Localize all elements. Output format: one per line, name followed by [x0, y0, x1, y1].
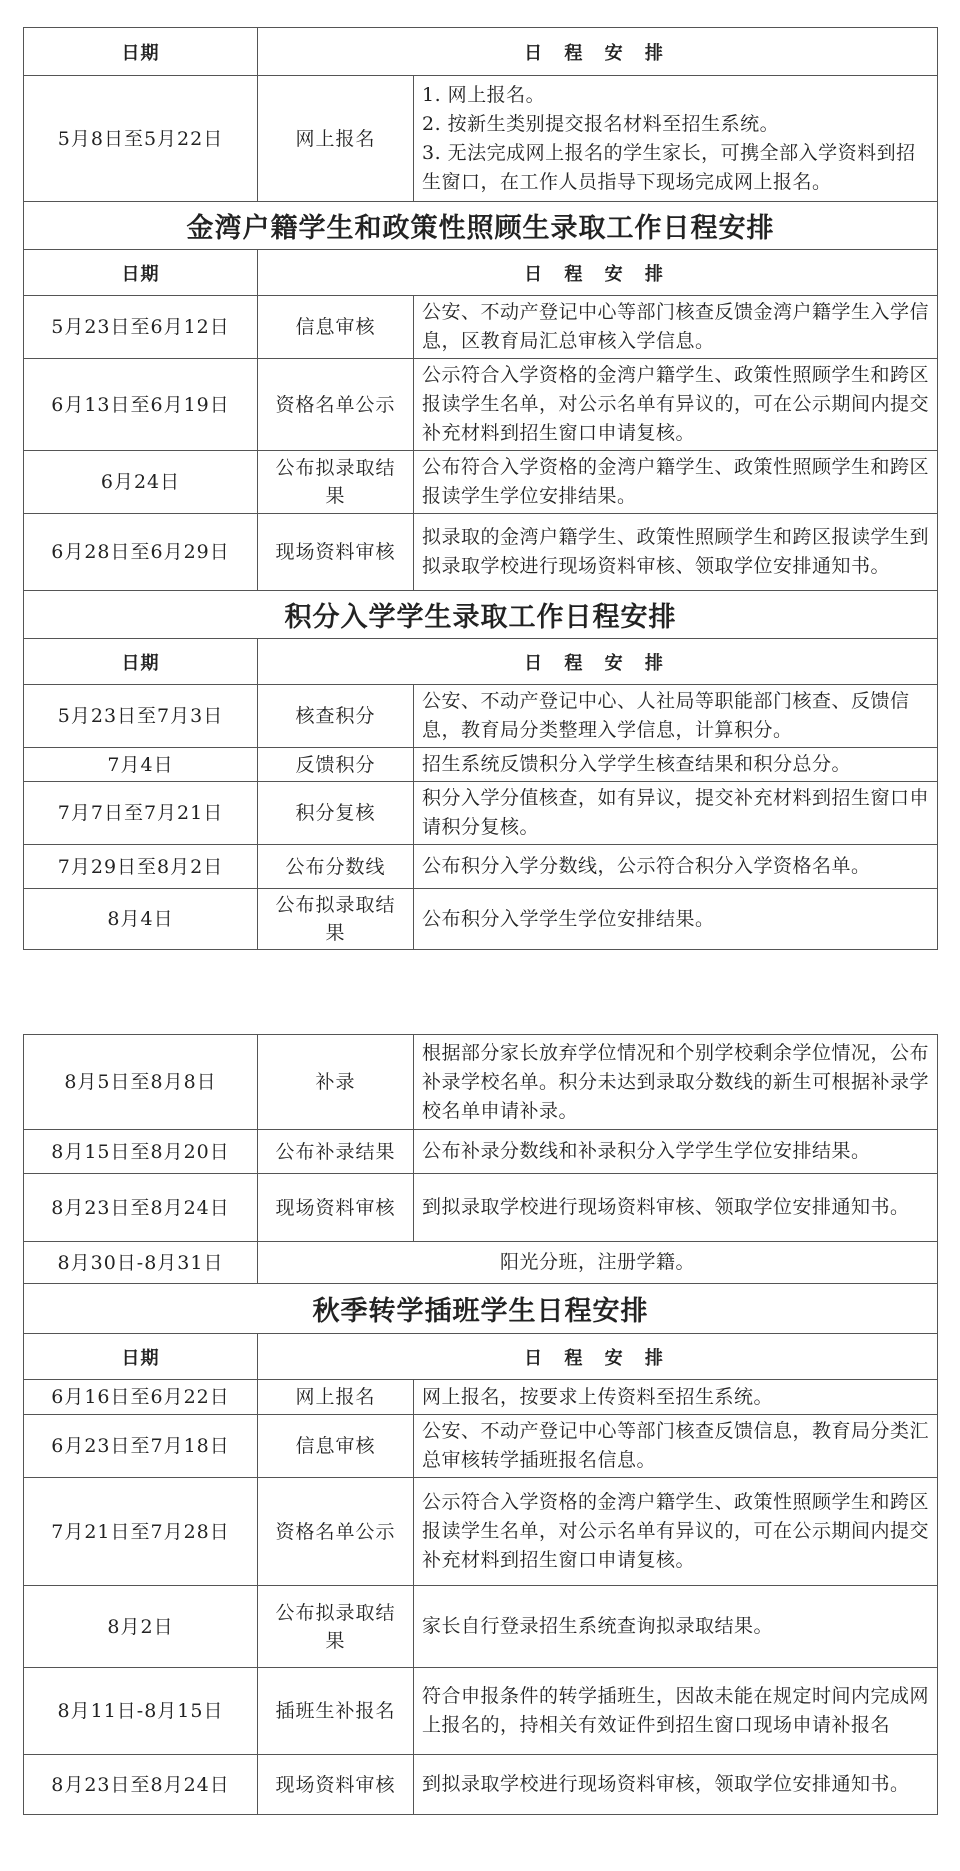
header-schedule: 日 程 安 排	[258, 28, 938, 76]
section-title-jinwan: 金湾户籍学生和政策性照顾生录取工作日程安排	[24, 202, 938, 250]
header-date: 日期	[24, 250, 258, 296]
header-row	[24, 639, 938, 685]
header-schedule: 日 程 安 排	[258, 250, 938, 296]
section-title-points: 积分入学学生录取工作日程安排	[24, 591, 938, 639]
row-desc: 积分入学分值核查，如有异议，提交补充材料到招生窗口申请积分复核。	[414, 782, 938, 845]
row-item: 核查积分	[258, 685, 414, 748]
row-date: 8月5日至8月8日	[24, 1035, 258, 1130]
row-date: 8月30日-8月31日	[24, 1242, 258, 1284]
table-row	[24, 359, 938, 451]
row-date: 7月29日至8月2日	[24, 845, 258, 889]
row-item: 资格名单公示	[258, 1478, 414, 1586]
header-schedule: 日 程 安 排	[258, 639, 938, 685]
row-date: 8月23日至8月24日	[24, 1174, 258, 1242]
row-item: 网上报名	[258, 76, 414, 202]
row-item: 公布拟录取结果	[258, 1586, 414, 1668]
registration-line-1: 1. 网上报名。	[422, 83, 546, 106]
row-date: 7月21日至7月28日	[24, 1478, 258, 1586]
table-row	[24, 296, 938, 359]
row-desc: 公安、不动产登记中心、人社局等职能部门核查、反馈信息，教育局分类整理入学信息，计算积分。	[414, 685, 938, 748]
header-date: 日期	[24, 28, 258, 76]
row-date: 5月8日至5月22日	[24, 76, 258, 202]
header-date: 日期	[24, 1334, 258, 1380]
row-date: 5月23日至7月3日	[24, 685, 258, 748]
row-item: 信息审核	[258, 296, 414, 359]
table-row	[24, 1668, 938, 1755]
header-row	[24, 1334, 938, 1380]
table-row	[24, 1586, 938, 1668]
table-row	[24, 76, 938, 202]
row-item: 现场资料审核	[258, 1174, 414, 1242]
row-desc: 家长自行登录招生系统查询拟录取结果。	[414, 1586, 938, 1668]
row-item: 插班生补报名	[258, 1668, 414, 1755]
row-item: 公布拟录取结果	[258, 451, 414, 514]
row-desc: 公布符合入学资格的金湾户籍学生、政策性照顾学生和跨区报读学生学位安排结果。	[414, 451, 938, 514]
row-date: 6月16日至6月22日	[24, 1380, 258, 1415]
row-date: 6月13日至6月19日	[24, 359, 258, 451]
header-row	[24, 28, 938, 76]
row-desc: 符合申报条件的转学插班生，因故未能在规定时间内完成网上报名的，持相关有效证件到招生窗口现场申请补报名	[414, 1668, 938, 1755]
header-schedule: 日 程 安 排	[258, 1334, 938, 1380]
row-desc	[414, 76, 938, 202]
row-desc: 公示符合入学资格的金湾户籍学生、政策性照顾学生和跨区报读学生名单，对公示名单有异议的，可在公示期间内提交补充材料到招生窗口申请复核。	[414, 359, 938, 451]
table-row	[24, 1035, 938, 1130]
row-item: 网上报名	[258, 1380, 414, 1415]
row-item: 公布分数线	[258, 845, 414, 889]
row-date: 7月4日	[24, 748, 258, 782]
registration-line-2: 2. 按新生类别提交报名材料至招生系统。	[422, 112, 780, 135]
registration-line-3: 3. 无法完成网上报名的学生家长，可携全部入学资料到招生窗口，在工作人员指导下现场完成网上报名。	[422, 141, 916, 193]
row-item: 积分复核	[258, 782, 414, 845]
table-row	[24, 685, 938, 748]
table-row	[24, 1380, 938, 1415]
table-row	[24, 845, 938, 889]
table-row	[24, 1478, 938, 1586]
row-desc: 网上报名，按要求上传资料至招生系统。	[414, 1380, 938, 1415]
table-row	[24, 889, 938, 950]
row-date: 5月23日至6月12日	[24, 296, 258, 359]
row-item: 现场资料审核	[258, 514, 414, 591]
row-item: 反馈积分	[258, 748, 414, 782]
row-desc: 招生系统反馈积分入学学生核查结果和积分总分。	[414, 748, 938, 782]
row-date: 6月23日至7月18日	[24, 1415, 258, 1478]
row-item: 信息审核	[258, 1415, 414, 1478]
row-date: 8月11日-8月15日	[24, 1668, 258, 1755]
row-date: 6月24日	[24, 451, 258, 514]
table-row	[24, 451, 938, 514]
schedule-table-main	[23, 27, 938, 950]
row-item: 现场资料审核	[258, 1755, 414, 1815]
table-row	[24, 748, 938, 782]
row-desc: 公安、不动产登记中心等部门核查反馈信息，教育局分类汇总审核转学插班报名信息。	[414, 1415, 938, 1478]
row-date: 8月23日至8月24日	[24, 1755, 258, 1815]
schedule-table-supplement	[23, 1034, 938, 1815]
row-item: 公布拟录取结果	[258, 889, 414, 950]
table-row	[24, 1242, 938, 1284]
header-row	[24, 250, 938, 296]
table-row	[24, 782, 938, 845]
row-desc: 公布补录分数线和补录积分入学学生学位安排结果。	[414, 1130, 938, 1174]
section-title-row	[24, 591, 938, 639]
table-row	[24, 1415, 938, 1478]
row-desc: 拟录取的金湾户籍学生、政策性照顾学生和跨区报读学生到拟录取学校进行现场资料审核、领取学位安排通知书。	[414, 514, 938, 591]
row-item: 补录	[258, 1035, 414, 1130]
section-title-transfer: 秋季转学插班学生日程安排	[24, 1284, 938, 1334]
row-desc: 公安、不动产登记中心等部门核查反馈金湾户籍学生入学信息，区教育局汇总审核入学信息。	[414, 296, 938, 359]
row-date: 8月15日至8月20日	[24, 1130, 258, 1174]
section-title-row	[24, 202, 938, 250]
row-desc: 公布积分入学学生学位安排结果。	[414, 889, 938, 950]
table-row	[24, 514, 938, 591]
table-row	[24, 1755, 938, 1815]
header-date: 日期	[24, 639, 258, 685]
row-desc: 根据部分家长放弃学位情况和个别学校剩余学位情况，公布补录学校名单。积分未达到录取分数线的新生可根据补录学校名单申请补录。	[414, 1035, 938, 1130]
row-date: 8月4日	[24, 889, 258, 950]
section-title-row	[24, 1284, 938, 1334]
row-date: 6月28日至6月29日	[24, 514, 258, 591]
row-desc: 阳光分班，注册学籍。	[258, 1242, 938, 1284]
table-row	[24, 1130, 938, 1174]
row-desc: 到拟录取学校进行现场资料审核，领取学位安排通知书。	[414, 1755, 938, 1815]
table-row	[24, 1174, 938, 1242]
row-desc: 公布积分入学分数线，公示符合积分入学资格名单。	[414, 845, 938, 889]
row-item: 资格名单公示	[258, 359, 414, 451]
row-desc: 公示符合入学资格的金湾户籍学生、政策性照顾学生和跨区报读学生名单，对公示名单有异议的，可在公示期间内提交补充材料到招生窗口申请复核。	[414, 1478, 938, 1586]
row-item: 公布补录结果	[258, 1130, 414, 1174]
row-date: 8月2日	[24, 1586, 258, 1668]
row-desc: 到拟录取学校进行现场资料审核、领取学位安排通知书。	[414, 1174, 938, 1242]
row-date: 7月7日至7月21日	[24, 782, 258, 845]
